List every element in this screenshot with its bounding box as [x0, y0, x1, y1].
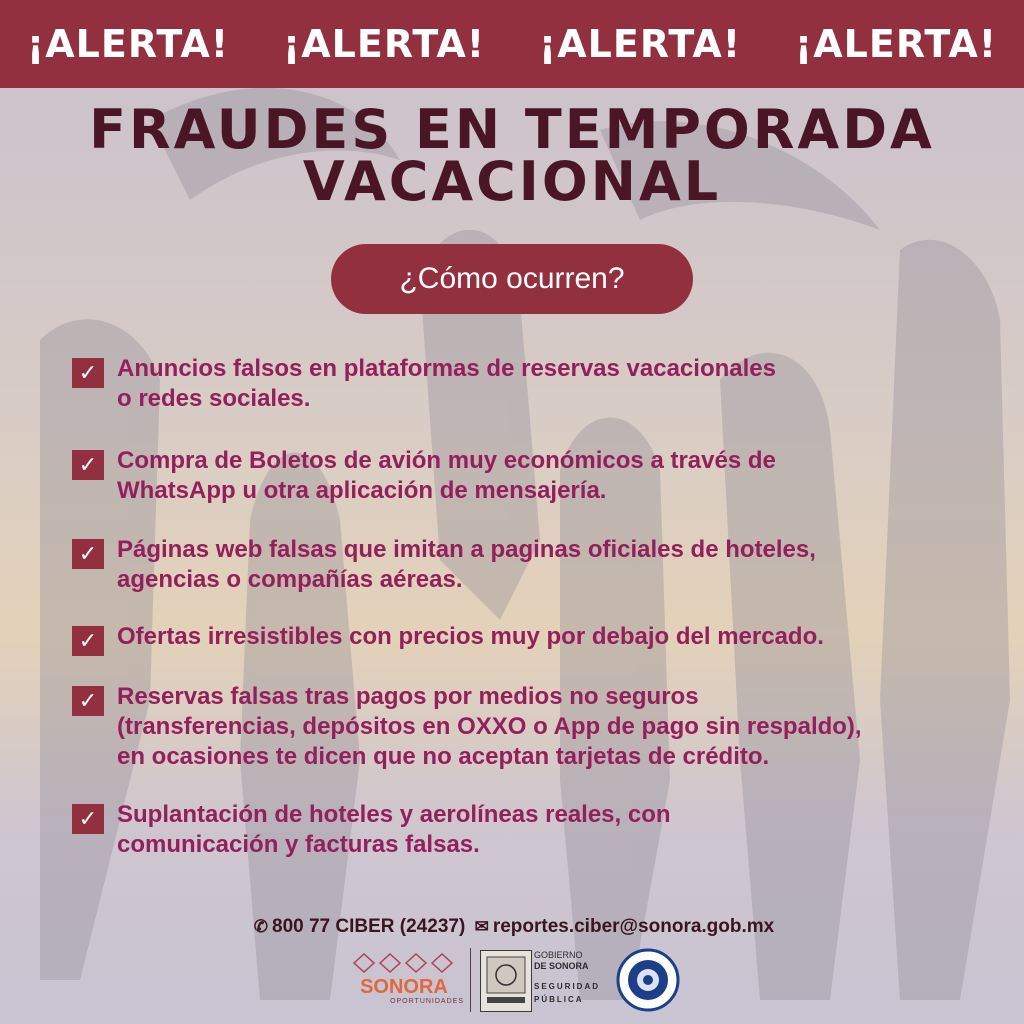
- checkbox-checked-icon: ✓: [72, 804, 104, 834]
- list-item-text: Suplantación de hoteles y aerolíneas reales, con comunicación y facturas falsas.: [117, 801, 671, 858]
- subtitle-pill: [331, 244, 693, 314]
- list-item-text: Compra de Boletos de avión muy económicos a través de WhatsApp u otra aplicación de mensajería.: [117, 447, 776, 504]
- list-item-text: Anuncios falsos en plataformas de reservas vacacionales o redes sociales.: [117, 355, 776, 412]
- list-item-text: Páginas web falsas que imitan a paginas oficiales de hoteles, agencias o compañías aéreas.: [117, 536, 816, 593]
- seguridad-line1: SEGURIDAD: [534, 982, 601, 991]
- page-title-line2: VACACIONAL: [302, 150, 722, 213]
- alert-banner: [0, 0, 1024, 88]
- page-title-line1: FRAUDES EN TEMPORADA: [89, 98, 935, 161]
- footer-logos: [0, 946, 1024, 1016]
- seguridad-publica-label: [534, 980, 614, 1006]
- sonora-wordmark: SONORA: [360, 976, 448, 998]
- list-item-text: Ofertas irresistibles con precios muy por debajo del mercado.: [117, 623, 824, 650]
- seguridad-line2: PÚBLICA: [534, 995, 584, 1004]
- phone-number[interactable]: 800 77 CIBER (24237): [272, 916, 466, 937]
- phone-icon: ✆: [253, 917, 268, 936]
- gobierno-line2: DE SONORA: [534, 961, 589, 971]
- envelope-icon: ✉: [474, 917, 489, 936]
- sonora-tagline: OPORTUNIDADES: [390, 998, 464, 1005]
- email-address[interactable]: reportes.ciber@sonora.gob.mx: [492, 916, 775, 937]
- logo-divider: [470, 948, 471, 1012]
- alert-text: ¡ALERTA!: [794, 22, 998, 66]
- checkbox-checked-icon: ✓: [72, 626, 104, 656]
- alert-text: ¡ALERTA!: [538, 22, 742, 66]
- sonora-pattern-icon: [344, 950, 464, 976]
- alert-text: ¡ALERTA!: [26, 22, 230, 66]
- gobierno-sonora-label: [534, 950, 614, 972]
- gobierno-line1: GOBIERNO: [534, 950, 583, 960]
- checkbox-checked-icon: ✓: [72, 686, 104, 716]
- checkbox-checked-icon: ✓: [72, 539, 104, 569]
- contact-info: [0, 916, 1024, 938]
- list-item-text: Reservas falsas tras pagos por medios no seguros (transferencias, depósitos en OXXO o App de pago sin respaldo), en ocasiones te dicen que no aceptan tarjetas de crédito.: [117, 683, 862, 770]
- cyber-unit-badge-icon: [616, 948, 680, 1012]
- alert-text: ¡ALERTA!: [282, 22, 486, 66]
- sonora-logo: [344, 950, 464, 1012]
- checkbox-checked-icon: ✓: [72, 358, 104, 388]
- checkbox-checked-icon: ✓: [72, 450, 104, 480]
- state-seal-icon: [480, 950, 532, 1012]
- subtitle-text: ¿Cómo ocurren?: [399, 262, 625, 295]
